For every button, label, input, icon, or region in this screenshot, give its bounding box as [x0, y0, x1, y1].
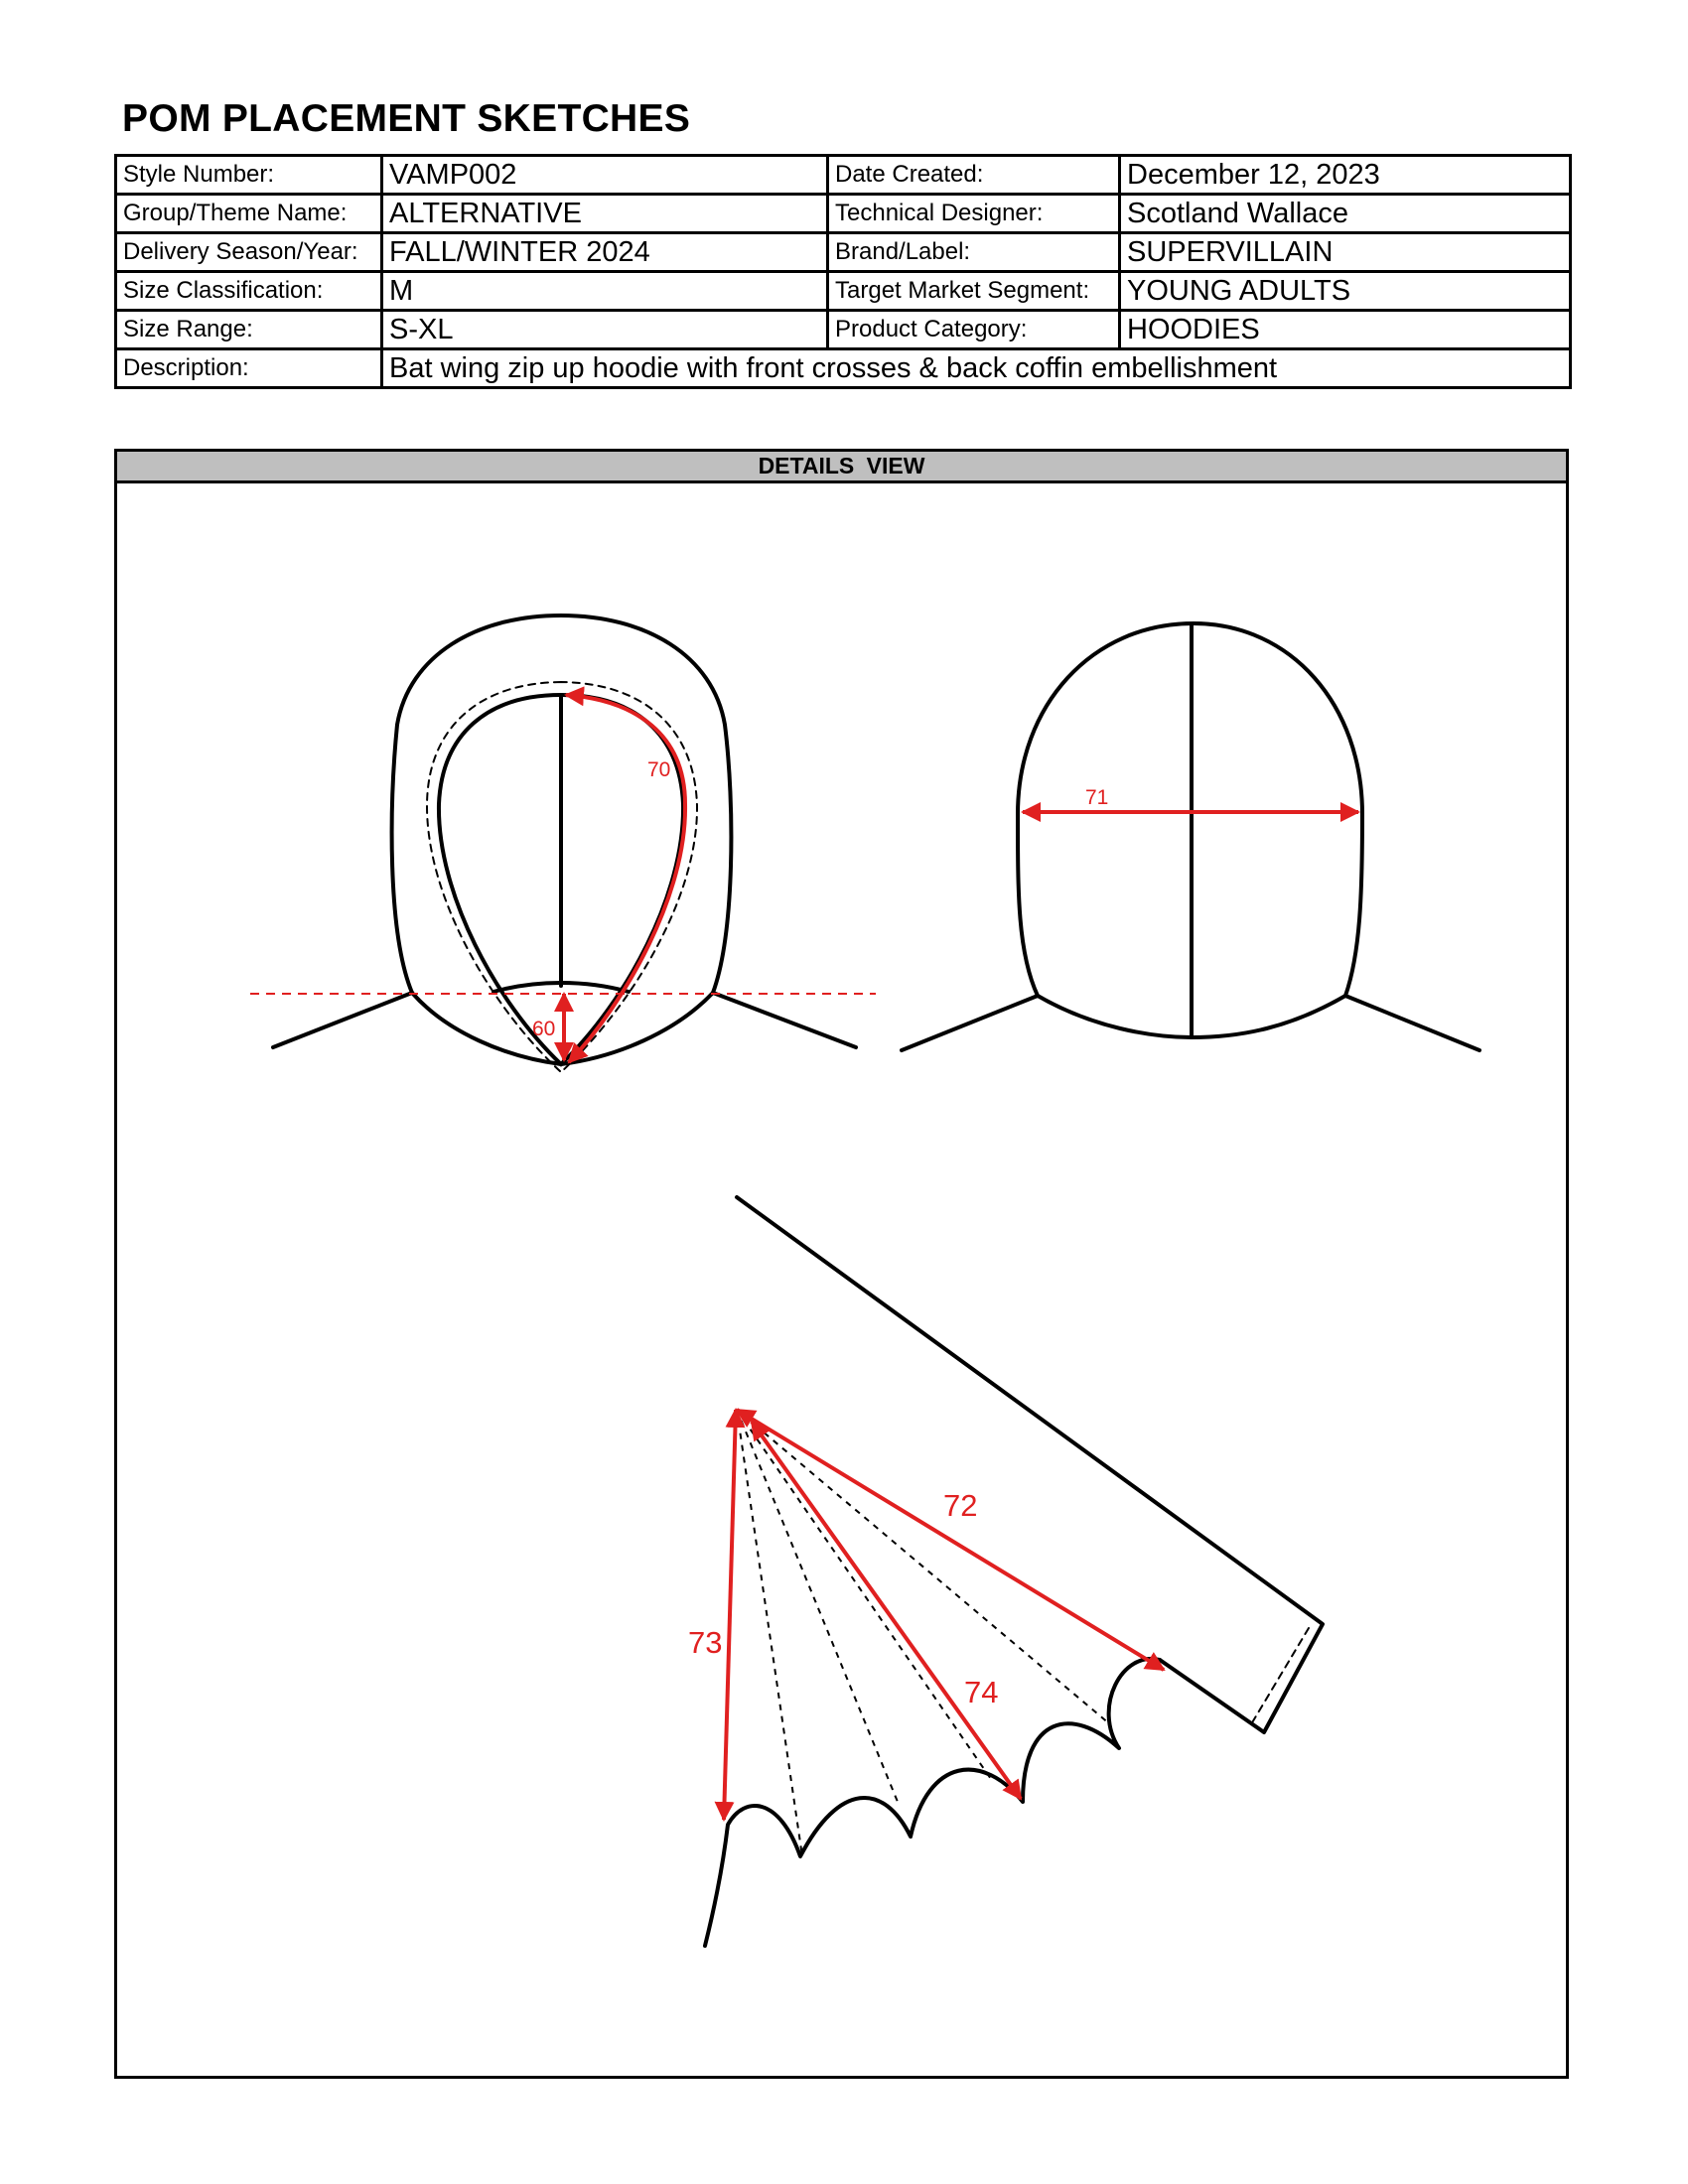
product-category-value: HOODIES [1120, 311, 1571, 349]
pom-73-label: 73 [688, 1625, 723, 1660]
style-number-value: VAMP002 [382, 156, 828, 195]
shoulder-line-back-left [902, 996, 1038, 1050]
size-classification-label: Size Classification: [116, 272, 382, 311]
pom-74-measurement [752, 1422, 1021, 1799]
wing-scalloped-edge [705, 1659, 1160, 1946]
pom-72-measurement [737, 1410, 1164, 1670]
page-title: POM PLACEMENT SKETCHES [122, 97, 691, 140]
product-category-label: Product Category: [828, 311, 1120, 349]
pom-70-measurement [566, 695, 685, 1062]
delivery-season-label: Delivery Season/Year: [116, 233, 382, 272]
brand-label-value: SUPERVILLAIN [1120, 233, 1571, 272]
size-classification-value: M [382, 272, 828, 311]
date-created-value: December 12, 2023 [1120, 156, 1571, 195]
group-theme-label: Group/Theme Name: [116, 195, 382, 233]
sleeve-cuff-stitch [1251, 1628, 1309, 1724]
technical-designer-label: Technical Designer: [828, 195, 1120, 233]
shoulder-line-left [273, 993, 412, 1047]
technical-designer-value: Scotland Wallace [1120, 195, 1571, 233]
details-view-header: DETAILS VIEW [117, 452, 1566, 483]
pom-70-label: 70 [647, 758, 671, 781]
size-range-value: S-XL [382, 311, 828, 349]
pom-74-arrow [752, 1422, 1021, 1799]
pom-73-measurement [688, 1410, 736, 1820]
size-range-label: Size Range: [116, 311, 382, 349]
group-theme-value: ALTERNATIVE [382, 195, 828, 233]
target-market-label: Target Market Segment: [828, 272, 1120, 311]
delivery-season-value: FALL/WINTER 2024 [382, 233, 828, 272]
hood-back-view [902, 623, 1479, 1050]
description-value: Bat wing zip up hoodie with front crosses & back coffin embellishment [382, 349, 1571, 388]
pom-71-label: 71 [1085, 786, 1109, 809]
shoulder-line-right [713, 993, 856, 1047]
pom-60-label: 60 [532, 1018, 556, 1040]
hood-neck-right [561, 993, 713, 1064]
pom-72-arrow [737, 1410, 1164, 1670]
description-label: Description: [116, 349, 382, 388]
style-number-label: Style Number: [116, 156, 382, 195]
bat-wing-sleeve-view [705, 1197, 1323, 1946]
pom-70-arrow [566, 695, 685, 1062]
pom-73-arrow [724, 1410, 736, 1820]
date-created-label: Date Created: [828, 156, 1120, 195]
target-market-value: YOUNG ADULTS [1120, 272, 1571, 311]
pom-74-label: 74 [964, 1675, 999, 1709]
shoulder-line-back-right [1345, 996, 1479, 1050]
brand-label-label: Brand/Label: [828, 233, 1120, 272]
pom-72-label: 72 [943, 1488, 978, 1523]
